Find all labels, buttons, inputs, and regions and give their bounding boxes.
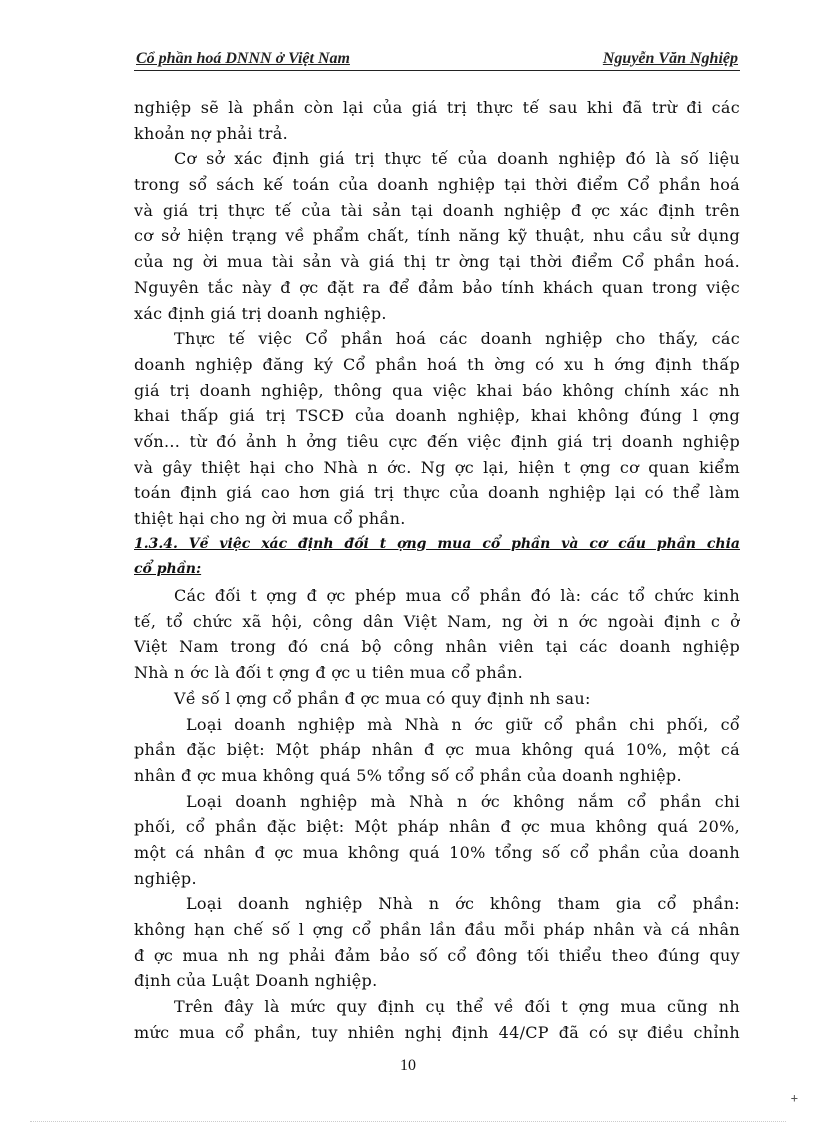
text-line: Các đối t ợng đ ợc phép mua cổ phần đó là: các tổ chức kinh [174,586,740,606]
text-line: phần đặc biệt: Một pháp nhân đ ợc mua không quá 10%, một cá [134,740,740,760]
text-line: không hạn chế số l ợng cổ phần lần đầu mỗi pháp nhân và cá nhân [134,920,740,939]
text-line: của ng ời mua tài sản và giá thị tr ờng tại thời điểm Cổ phần hoá. [134,252,740,272]
text-line: định của Luật Doanh nghiệp. [134,971,378,991]
corner-crosshair-mark: + [790,1091,798,1105]
text-line: mức mua cổ phần, tuy nhiên nghị định 44/CP đã có sự điều chỉnh [134,1022,740,1042]
page-number: 10 [400,1057,416,1074]
text-line: và gây thiệt hại cho Nhà n ớc. Ng ợc lại, hiện t ợng cơ quan kiểm [134,457,740,477]
section-heading: 1.3.4. Về việc xác định đối t ợng mua cổ phần và cơ cấu phần chia [134,535,740,552]
text-line: phối, cổ phần đặc biệt: Một pháp nhân đ ợc mua không quá 20%, [134,817,740,837]
text-line: Loại doanh nghiệp Nhà n ớc không tham gia cổ phần: [186,894,740,914]
text-line: nhân đ ợc mua không quá 5% tổng số cổ phần của doanh nghiệp. [134,765,682,785]
header-author: Nguyễn Văn Nghiệp [602,50,738,67]
text-line: Thực tế việc Cổ phần hoá các doanh nghiệp cho thấy, các [174,329,740,349]
text-line: khoản nợ phải trả. [134,123,288,143]
text-line: Loại doanh nghiệp mà Nhà n ớc không nắm cổ phần chi [186,791,740,811]
text-line: nghiệp. [134,868,197,888]
text-line: Việt Nam trong đó cná bộ công nhân viên tại các doanh nghiệp [134,637,740,657]
text-line: giá trị doanh nghiệp, thông qua việc khai báo không chính xác nh [134,380,740,400]
text-line: Về số l ợng cổ phần đ ợc mua có quy định nh sau: [174,688,591,708]
text-line: Trên đây là mức quy định cụ thể về đối t ợng mua cũng nh [174,997,740,1017]
running-header [134,48,740,71]
text-line: Cơ sở xác định giá trị thực tế của doanh nghiệp đó là số liệu [174,149,740,169]
text-line: toán định giá cao hơn giá trị thực của doanh nghiệp lại có thể làm [134,483,740,503]
text-line: trong sổ sách kế toán của doanh nghiệp tại thời điểm Cổ phần hoá [134,175,740,195]
text-line: doanh nghiệp đăng ký Cổ phần hoá th ờng có xu h ớng định thấp [134,354,740,374]
text-line: và giá trị thực tế của tài sản tại doanh nghiệp đ ợc xác định trên [134,200,740,220]
document-body [134,95,740,1045]
section-heading: cổ phần: [134,561,202,578]
text-line: Loại doanh nghiệp mà Nhà n ớc giữ cổ phần chi phối, cổ [186,714,740,734]
text-line: vốn... từ đó ảnh h ởng tiêu cực đến việc định giá trị doanh nghiệp [134,431,740,451]
text-line: xác định giá trị doanh nghiệp. [134,303,387,323]
page-bottom-divider [30,1121,786,1122]
text-line: Nhà n ớc là đối t ợng đ ợc u tiên mua cổ phần. [134,663,524,683]
text-line: đ ợc mua nh ng phải đảm bảo số cổ đông tối thiểu theo đúng quy [134,945,740,965]
text-line: một cá nhân đ ợc mua không quá 10% tổng số cổ phần của doanh [134,842,740,862]
header-title: Cổ phần hoá DNNN ở Việt Nam [136,50,350,67]
text-line: nghiệp sẽ là phần còn lại của giá trị thực tế sau khi đã trừ đi các [134,98,740,117]
text-line: tế, tổ chức xã hội, công dân Việt Nam, ng ời n ớc ngoài định c ở [134,611,740,631]
text-line: Nguyên tắc này đ ợc đặt ra để đảm bảo tính khách quan trong việc [134,277,740,297]
text-line: thiệt hại cho ng ời mua cổ phần. [134,509,406,528]
text-line: khai thấp giá trị TSCĐ của doanh nghiệp, khai không đúng l ợng [134,406,740,426]
text-line: cơ sở hiện trạng về phẩm chất, tính năng kỹ thuật, nhu cầu sử dụng [134,226,740,246]
